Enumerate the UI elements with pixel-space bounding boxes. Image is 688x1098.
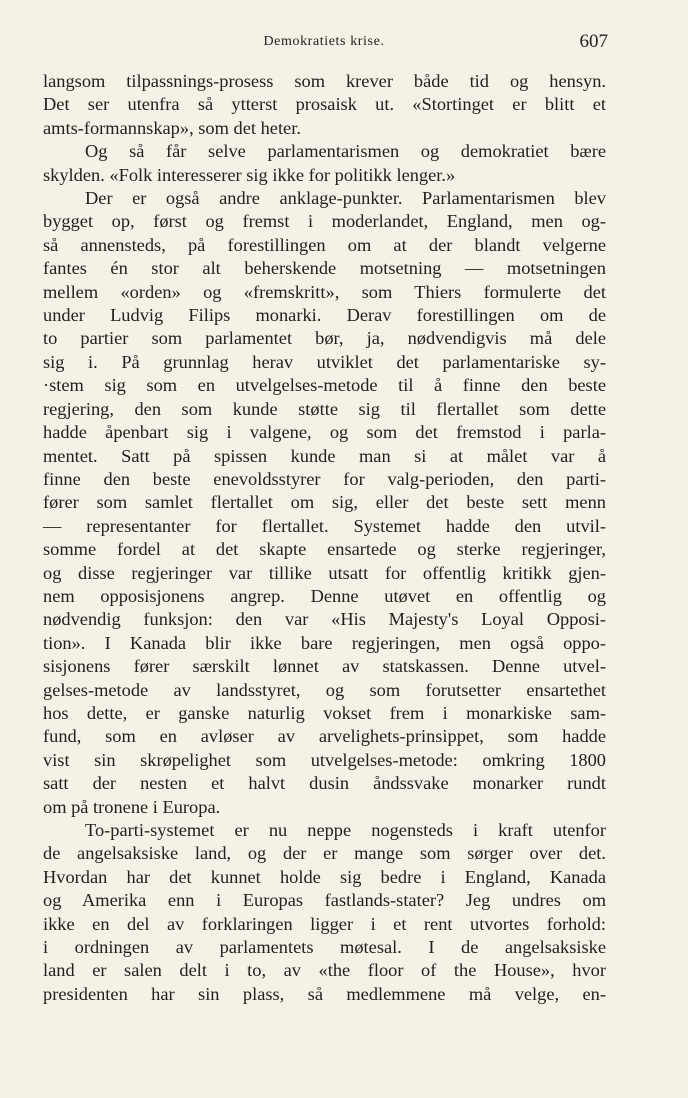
- text-line: mellem «orden» og «fremskritt», som Thiers formulerte det: [43, 281, 606, 302]
- text-line: sisjonens fører særskilt lønnet av statskassen. Denne utvel-: [43, 656, 606, 677]
- paragraph-start-line: Og så får selve parlamentarismen og demokratiet bære: [85, 141, 606, 162]
- text-line: satt der nesten et halvt dusin åndssvake monarker rundt: [43, 773, 606, 794]
- text-line: skylden. «Folk interesserer sig ikke for politikk lenger.»: [43, 164, 456, 185]
- page-number: 607: [579, 31, 608, 52]
- text-line: vist sin skrøpelighet som utvelgelses-metode: omkring 1800: [43, 749, 606, 770]
- text-line: under Ludvig Filips monarki. Derav forestillingen om de: [43, 305, 606, 326]
- text-line: ·stem sig som en utvelgelses-metode til å finne den beste: [43, 375, 606, 396]
- text-line: to partier som parlamentet bør, ja, nødvendigvis må dele: [43, 328, 606, 349]
- text-line: presidenten har sin plass, så medlemmene må velge, en-: [43, 983, 606, 1004]
- text-line: nødvendig funksjon: den var «His Majesty's Loyal Opposi-: [43, 609, 606, 630]
- text-line: gelses-metode av landsstyret, og som forutsetter ensartethet: [43, 679, 606, 700]
- text-line: fører som samlet flertallet om sig, eller det beste sett menn: [43, 492, 606, 513]
- text-line: bygget op, først og fremst i moderlandet, England, men og-: [43, 211, 606, 232]
- text-line: tion». I Kanada blir ikke bare regjeringen, men også oppo-: [43, 632, 606, 653]
- text-line: finne den beste enevoldsstyrer for valg-perioden, den parti-: [43, 468, 606, 489]
- text-line: mentet. Satt på spissen kunde man si at målet var å: [43, 445, 606, 466]
- text-line: sig i. På grunnlag herav utviklet det parlamentariske sy-: [43, 351, 606, 372]
- text-line: amts-formannskap», som det heter.: [43, 117, 301, 138]
- text-line: hadde åpenbart sig i valgene, og som det fremstod i parla-: [43, 422, 606, 443]
- text-line: fund, som en avløser av arvelighets-prinsippet, som hadde: [43, 726, 606, 747]
- text-line: Det ser utenfra så ytterst prosaisk ut. «Stortinget er blitt et: [43, 94, 606, 115]
- text-line: fantes én stor alt beherskende motsetning — motsetningen: [43, 258, 606, 279]
- body-text: [43, 70, 606, 1006]
- text-line: langsom tilpassnings-prosess som krever både tid og hensyn.: [43, 71, 606, 91]
- text-line: i ordningen av parlamentets møtesal. I de angelsaksiske: [43, 937, 606, 958]
- paragraph-start-line: To-parti-systemet er nu neppe nogensteds i kraft utenfor: [85, 820, 606, 840]
- text-line: og Amerika enn i Europas fastlands-stater? Jeg undres om: [43, 890, 606, 911]
- text-line: ikke en del av forklaringen ligger i et rent utvortes forhold:: [43, 913, 606, 934]
- paragraph-start-line: Der er også andre anklage-punkter. Parlamentarismen blev: [85, 188, 606, 209]
- text-line: de angelsaksiske land, og der er mange som sørger over det.: [43, 843, 606, 864]
- running-title: Demokratiets krise.: [263, 34, 385, 49]
- text-line: regjering, den som kunde støtte sig til flertallet som dette: [43, 398, 606, 419]
- text-line: land er salen delt i to, av «the floor of the House», hvor: [43, 960, 606, 981]
- text-line: nem opposisjonens angrep. Denne utøvet en offentlig og: [43, 585, 606, 606]
- text-line: Hvordan har det kunnet holde sig bedre i England, Kanada: [43, 866, 606, 887]
- text-line: om på tronene i Europa.: [43, 796, 221, 817]
- text-line: somme fordel at det skapte ensartede og sterke regjeringer,: [43, 539, 606, 560]
- text-line: så annensteds, på forestillingen om at der blandt velgerne: [43, 234, 606, 255]
- text-line: hos dette, er ganske naturlig vokset frem i monarkiske sam-: [43, 702, 606, 723]
- text-line: og disse regjeringer var tillike utsatt for offentlig kritikk gjen-: [43, 562, 606, 583]
- text-line: — representanter for flertallet. Systemet hadde den utvil-: [43, 515, 606, 536]
